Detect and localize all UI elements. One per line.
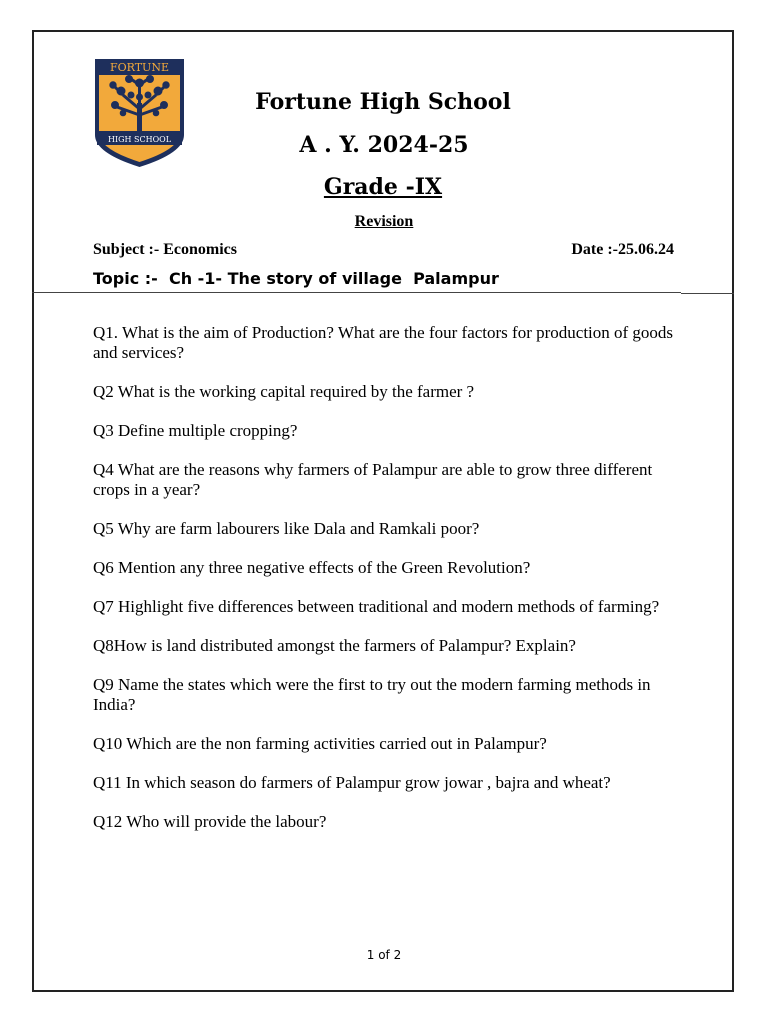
question-item: Q11 In which season do farmers of Palampur grow jowar , bajra and wheat? bbox=[93, 773, 611, 792]
topic-label: Topic :- Ch -1- The story of village Palampur bbox=[93, 269, 499, 288]
question-item: Q5 Why are farm labourers like Dala and Ramkali poor? bbox=[93, 519, 480, 538]
question-item: Q2 What is the working capital required by the farmer ? bbox=[93, 382, 475, 401]
academic-year: A . Y. 2024-25 bbox=[299, 132, 469, 158]
question-item: Q8How is land distributed amongst the farmers of Palampur? Explain? bbox=[93, 636, 576, 655]
question-item: Q10 Which are the non farming activities carried out in Palampur? bbox=[93, 734, 547, 753]
question-item: Q12 Who will provide the labour? bbox=[93, 812, 327, 831]
question-item: Q3 Define multiple cropping? bbox=[93, 421, 298, 440]
svg-text:FORTUNE: FORTUNE bbox=[109, 61, 170, 74]
grade-title: Grade -IX bbox=[323, 174, 443, 200]
header-divider bbox=[32, 292, 681, 293]
question-item: Q6 Mention any three negative effects of the Green Revolution? bbox=[93, 558, 531, 577]
revision-heading: Revision bbox=[354, 213, 414, 230]
date-label: Date :-25.06.24 bbox=[571, 241, 674, 258]
page-number: 1 of 2 bbox=[366, 948, 402, 962]
question-item: Q1. What is the aim of Production? What are the four factors for production of goods and services? bbox=[93, 323, 674, 362]
subject-label: Subject :- Economics bbox=[93, 241, 237, 258]
question-list bbox=[93, 323, 678, 851]
question-item: Q9 Name the states which were the first to try out the modern farming methods in India? bbox=[93, 675, 651, 714]
header-divider-right bbox=[681, 293, 734, 294]
question-item: Q4 What are the reasons why farmers of Palampur are able to grow three different crops in a year? bbox=[93, 460, 653, 499]
school-name: Fortune High School bbox=[255, 89, 511, 115]
svg-text:HIGH SCHOOL: HIGH SCHOOL bbox=[107, 135, 172, 144]
question-item: Q7 Highlight five differences between traditional and modern methods of farming? bbox=[93, 597, 660, 616]
